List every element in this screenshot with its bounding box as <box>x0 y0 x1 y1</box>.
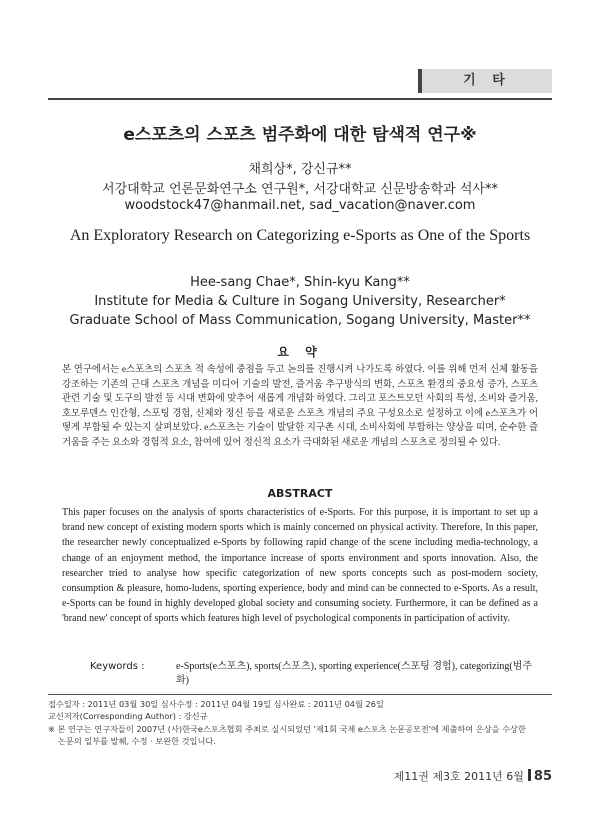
footnote-dates: 접수일자 : 2011년 03월 30일 심사수정 : 2011년 04월 19일 심사완료 : 2011년 04월 26일 <box>48 699 384 709</box>
footnote-note-continued: 논문의 일부를 발췌, 수정 · 보완한 것입니다. <box>58 736 216 747</box>
footnote-note: ※ 본 연구는 연구자들이 2007년 (사)한국e스포츠협회 주최로 실시되었던 '제1회 국제 e스포츠 논문공모전'에 제출하여 은상을 수상한 <box>48 723 526 734</box>
footer-bar <box>528 769 531 781</box>
affiliation-english-2: Graduate School of Mass Communication, Sogang University, Master** <box>69 313 531 328</box>
abstract-english-body: This paper focuses on the analysis of sports characteristics of e-Sports. For this purpose, it is important to set up a brand new concept of existing modern sports which is mainly concerned on physical activity. Therefore, In this paper, the researcher newly conceptualized e-Sports by following rapid change of the scene including media-technology, a change of an enjoyment method, the importance increase of sports environment and sports innovation. Also, the researcher tried to analyse how specific categorization of new sports concepts such as post-modern society, consumption & pleasure, homo-ludens, sporting experience, body and mind can be connected to e-Sports. As a result, e-Sports can be found in highly developed global society and consuming society. Furthermore, it can be defined as a 'brand new' concept of sports which features high level of psychological components in participation of activity. <box>62 507 538 625</box>
section-label: 기 타 <box>418 69 552 93</box>
keywords <box>90 660 542 688</box>
affiliation-korean: 서강대학교 언론문화연구소 연구원*, 서강대학교 신문방송학과 석사** <box>102 182 498 197</box>
author-emails: woodstock47@hanmail.net, sad_vacation@naver.com <box>124 198 476 213</box>
abstract-korean-body: 본 연구에서는 e스포츠의 스포츠 적 속성에 중점을 두고 논의를 진행시켜 나가도록 하였다. 이를 위해 먼저 신체 활동을 강조하는 기존의 근대 스포츠 개념을 미디어 기술의 발전, 즐거움 추구방식의 변화, 스포츠 환경의 중요성 증가, 스포츠 관련 기술 및 도구의 발전 등 시대 변화에 맞추어 새롭게 개념화 하였다. 그리고 포스트모던 사회의 특성, 소비와 즐거움, 호모루덴스 인간형, 스포팅 경험, 신체와 정신 등을 새로운 스포츠 개념의 주요 구성요소로 설정하고 이에 e스포츠가 어떻게 부합될 수 있는지 살펴보았다. e스포츠는 기술이 발달한 지구촌 시대, 소비사회에 부합하는 양상을 띠며, 순수한 즐거움을 주는 요소와 경험적 요소, 참여에 있어 정신적 요소가 극대화된 새로운 개념의 스포츠로 정의될 수 있다. <box>62 365 538 448</box>
authors-korean: 채희상*, 강신규** <box>248 162 352 177</box>
footnote-rule <box>48 694 552 695</box>
affiliation-english-1: Institute for Media & Culture in Sogang University, Researcher* <box>94 294 506 309</box>
authors-english: Hee-sang Chae*, Shin-kyu Kang** <box>190 275 410 290</box>
abstract-english-heading: ABSTRACT <box>267 487 333 500</box>
keywords-label: Keywords : <box>90 661 145 672</box>
keywords-text: e-Sports(e스포츠), sports(스포츠), sporting experience(스포팅 경험), categorizing(범주화) <box>176 661 533 686</box>
title-english: An Exploratory Research on Categorizing e-Sports as One of the Sports <box>69 227 531 244</box>
page-footer <box>394 768 552 784</box>
header-rule <box>48 98 552 100</box>
footnotes <box>48 698 552 748</box>
title-korean: e스포츠의 스포츠 범주화에 대한 탐색적 연구※ <box>123 125 477 145</box>
page-number: 85 <box>533 769 552 784</box>
journal-volume: 제11권 제3호 2011년 6월 <box>393 770 524 783</box>
footnote-corresponding-author: 교신저자(Corresponding Author) : 강신규 <box>48 711 208 722</box>
abstract-korean-heading: 요 약 <box>277 345 323 359</box>
